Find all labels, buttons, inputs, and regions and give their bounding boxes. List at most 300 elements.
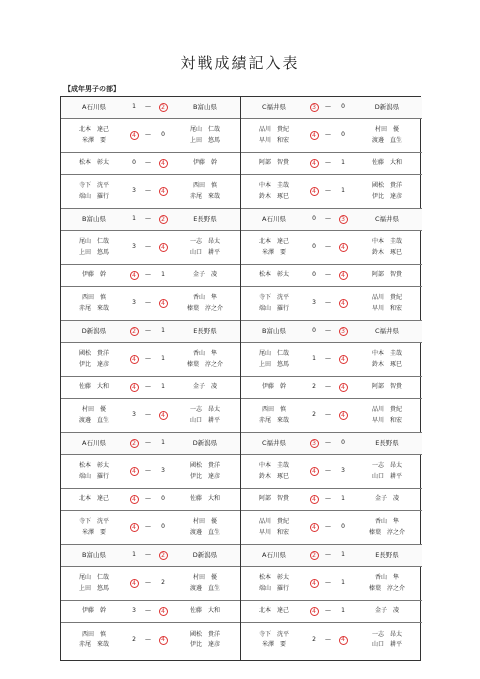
winning-score: 4 [310, 607, 319, 616]
score-value: 1 [341, 551, 345, 559]
away-players [354, 489, 420, 510]
player-name: 伊比 達彦 [189, 641, 220, 648]
team-name: C福井県 [261, 438, 287, 447]
player-name: 金子 凌 [192, 383, 217, 391]
score-value: 1 [312, 355, 316, 363]
winning-score: 4 [159, 636, 168, 645]
sa [307, 601, 321, 622]
winning-score: 2 [159, 103, 168, 112]
team-name: B富山県 [193, 102, 217, 111]
home-players [63, 231, 125, 264]
sb [336, 231, 350, 264]
score-dash: — [325, 383, 331, 391]
score-dash: — [325, 187, 331, 195]
match-row [241, 489, 422, 511]
team-name: D新潟県 [374, 102, 400, 111]
player-name: 早川 和宏 [371, 304, 402, 312]
player-name: 松本 彰太 [258, 574, 289, 582]
player-name: 佐藤 大和 [78, 383, 109, 391]
home-players [63, 377, 125, 398]
score-dash: — [145, 495, 151, 503]
sb [336, 567, 350, 600]
home-players [243, 623, 305, 657]
sb [336, 511, 350, 544]
player-name: 香山 隼 [192, 294, 217, 302]
player-name: 榛葉 淳之介 [368, 584, 405, 592]
player-name: 山口 耕平 [371, 472, 402, 480]
player-name: 榛葉 淳之介 [368, 528, 405, 536]
match-row [61, 343, 240, 377]
home-team [63, 97, 125, 118]
score-value: 3 [132, 299, 136, 307]
sb [156, 231, 170, 264]
score-dash: — [145, 383, 151, 391]
player-name: 國松 貴洋 [189, 630, 220, 638]
player-name: 北本 達己 [78, 126, 109, 134]
sb [156, 601, 170, 622]
player-name: 佐藤 大和 [189, 495, 220, 503]
match-row [241, 153, 422, 175]
sa [127, 231, 141, 264]
player-name: 阿部 智貴 [258, 159, 289, 167]
player-name: 早川 和宏 [258, 136, 289, 144]
sa [307, 489, 321, 510]
results-right-column [241, 97, 422, 660]
winning-score: 4 [159, 159, 168, 168]
score-dash: — [145, 187, 151, 195]
sb [336, 119, 350, 152]
player-name: 國松 貴洋 [189, 462, 220, 470]
score-dash: — [325, 355, 331, 363]
sa [127, 489, 141, 510]
team-name: A石川県 [262, 550, 286, 559]
player-name: 香山 隼 [374, 574, 399, 582]
player-name: 阿部 智貴 [371, 271, 402, 279]
score-dash: — [145, 439, 151, 447]
player-name: 赤尾 來哉 [189, 192, 220, 200]
home-players [63, 567, 125, 600]
sb [156, 265, 170, 286]
sb [336, 287, 350, 320]
sb [156, 321, 170, 342]
sb [156, 545, 170, 566]
sb [336, 321, 350, 342]
sb [156, 97, 170, 118]
winning-score: 4 [310, 495, 319, 504]
score-value: 2 [132, 635, 136, 643]
home-players [63, 455, 125, 488]
player-name: 尾山 仁哉 [258, 350, 289, 358]
away-players [172, 399, 238, 432]
team-name: D新潟県 [81, 326, 107, 335]
player-name: 香山 隼 [192, 350, 217, 358]
winning-score: 4 [159, 243, 168, 252]
sa [307, 153, 321, 174]
score-dash: — [145, 299, 151, 307]
sa [127, 321, 141, 342]
away-players [354, 265, 420, 286]
player-name: 西田 慎 [261, 406, 286, 414]
player-name: 榛葉 淳之介 [186, 304, 223, 312]
player-name: 渡邊 直生 [189, 528, 220, 536]
home-team [243, 433, 305, 454]
score-value: 0 [132, 159, 136, 167]
team-name: D新潟県 [192, 438, 218, 447]
sb [156, 399, 170, 432]
player-name: 佐藤 大和 [371, 159, 402, 167]
player-name: 山口 耕平 [189, 248, 220, 256]
sa [127, 623, 141, 657]
player-name: 村田 優 [192, 518, 217, 526]
player-name: 渡邊 直生 [189, 584, 220, 592]
away-players [172, 455, 238, 488]
sa [127, 377, 141, 398]
away-players [172, 287, 238, 320]
player-name: 村田 優 [374, 126, 399, 134]
home-players [63, 343, 125, 376]
winning-score: 4 [310, 131, 319, 140]
match-row [241, 175, 422, 209]
sa [307, 175, 321, 208]
sa [127, 545, 141, 566]
sa [127, 153, 141, 174]
sb [336, 377, 350, 398]
sb [336, 175, 350, 208]
score-value: 1 [132, 103, 136, 111]
sa [307, 265, 321, 286]
home-players [63, 175, 125, 208]
player-name: 端山 羅行 [258, 584, 289, 592]
score-value: 2 [312, 411, 316, 419]
sa [127, 433, 141, 454]
away-players [354, 511, 420, 544]
sb [156, 567, 170, 600]
player-name: 尾山 仁哉 [189, 126, 220, 134]
winning-score: 4 [310, 467, 319, 476]
sa [307, 119, 321, 152]
match-row [61, 455, 240, 489]
sa [307, 545, 321, 566]
sb [336, 209, 350, 230]
score-value: 2 [312, 635, 316, 643]
match-header-row [241, 97, 422, 119]
away-team [354, 545, 420, 566]
sa [127, 119, 141, 152]
home-players [63, 265, 125, 286]
sa [307, 343, 321, 376]
player-name: 阿部 智貴 [258, 495, 289, 503]
team-name: B富山県 [262, 326, 286, 335]
winning-score: 4 [130, 271, 139, 280]
winning-score: 4 [310, 187, 319, 196]
results-table [60, 96, 421, 661]
away-team [172, 433, 238, 454]
player-name: 伊藤 幹 [81, 607, 106, 615]
winning-score: 4 [310, 523, 319, 532]
sa [307, 623, 321, 657]
player-name: 阿部 智貴 [371, 383, 402, 391]
team-name: C福井県 [374, 326, 400, 335]
sa [307, 455, 321, 488]
sa [307, 231, 321, 264]
score-value: 1 [341, 187, 345, 195]
player-name: 品川 貴紀 [371, 294, 402, 302]
player-name: 伊藤 幹 [192, 159, 217, 167]
sa [127, 287, 141, 320]
away-players [354, 231, 420, 264]
winning-score: 2 [130, 327, 139, 336]
sb [156, 287, 170, 320]
match-row [61, 601, 240, 623]
winning-score: 4 [130, 467, 139, 476]
sa [307, 377, 321, 398]
player-name: 西田 慎 [81, 294, 106, 302]
away-players [172, 377, 238, 398]
sa [127, 97, 141, 118]
sb [336, 455, 350, 488]
match-row [61, 511, 240, 545]
score-value: 0 [312, 215, 316, 223]
match-header-row [241, 321, 422, 343]
match-row [241, 265, 422, 287]
team-name: A石川県 [82, 438, 106, 447]
sa [127, 567, 141, 600]
player-name: 金子 凌 [192, 271, 217, 279]
match-header-row [61, 97, 240, 119]
score-dash: — [325, 607, 331, 615]
home-players [243, 399, 305, 432]
score-value: 0 [341, 103, 345, 111]
away-players [354, 287, 420, 320]
score-dash: — [325, 495, 331, 503]
player-name: 松本 彰太 [258, 271, 289, 279]
player-name: 尾山 仁哉 [78, 574, 109, 582]
sa [127, 343, 141, 376]
winning-score: 2 [130, 439, 139, 448]
sa [307, 287, 321, 320]
match-header-row [241, 433, 422, 455]
sb [156, 153, 170, 174]
sa [307, 511, 321, 544]
score-value: 3 [132, 243, 136, 251]
match-row [61, 231, 240, 265]
home-players [243, 377, 305, 398]
home-team [243, 321, 305, 342]
player-name: 端山 羅行 [258, 304, 289, 312]
score-value: 2 [312, 383, 316, 391]
score-dash: — [325, 299, 331, 307]
away-players [354, 153, 420, 174]
match-row [61, 623, 240, 657]
home-players [63, 119, 125, 152]
player-name: 渡邊 直生 [371, 136, 402, 144]
sb [336, 489, 350, 510]
score-value: 0 [341, 439, 345, 447]
sb [336, 97, 350, 118]
winning-score: 3 [310, 103, 319, 112]
sb [336, 433, 350, 454]
team-name: A石川県 [82, 102, 106, 111]
player-name: 端山 羅行 [78, 472, 109, 480]
player-name: 渡邊 直生 [78, 416, 109, 424]
away-team [172, 321, 238, 342]
score-value: 1 [341, 495, 345, 503]
player-name: 中本 圭哉 [258, 182, 289, 190]
home-team [243, 545, 305, 566]
score-value: 1 [161, 271, 165, 279]
winning-score: 4 [339, 299, 348, 308]
score-dash: — [325, 523, 331, 531]
score-dash: — [145, 607, 151, 615]
match-row [61, 399, 240, 433]
winning-score: 4 [130, 579, 139, 588]
sb [156, 377, 170, 398]
away-players [354, 623, 420, 657]
results-left-column [61, 97, 241, 660]
winning-score: 3 [310, 439, 319, 448]
player-name: 國松 貴洋 [78, 350, 109, 358]
winning-score: 4 [130, 383, 139, 392]
away-players [172, 119, 238, 152]
away-players [172, 601, 238, 622]
sa [127, 175, 141, 208]
player-name: 中本 圭哉 [371, 350, 402, 358]
score-dash: — [145, 159, 151, 167]
section-label: 【成年男子の部】 [64, 85, 120, 93]
player-name: 香山 隼 [374, 518, 399, 526]
player-name: 上田 悠馬 [78, 248, 109, 256]
player-name: 米澤 要 [81, 136, 106, 144]
match-row [61, 175, 240, 209]
score-dash: — [145, 579, 151, 587]
player-name: 伊藤 幹 [261, 383, 286, 391]
sb [336, 153, 350, 174]
away-players [172, 175, 238, 208]
home-team [63, 321, 125, 342]
score-dash: — [325, 271, 331, 279]
sb [156, 455, 170, 488]
player-name: 山口 耕平 [189, 416, 220, 424]
score-dash: — [325, 103, 331, 111]
winning-score: 4 [130, 523, 139, 532]
away-players [354, 119, 420, 152]
home-players [243, 511, 305, 544]
player-name: 鈴木 琢巳 [371, 360, 402, 368]
match-row [241, 399, 422, 433]
score-value: 1 [341, 159, 345, 167]
away-team [354, 97, 420, 118]
sb [156, 175, 170, 208]
match-row [61, 287, 240, 321]
score-dash: — [145, 271, 151, 279]
player-name: 榛葉 淳之介 [186, 360, 223, 368]
winning-score: 4 [159, 299, 168, 308]
winning-score: 2 [310, 551, 319, 560]
home-players [63, 511, 125, 544]
team-name: E長野県 [193, 214, 217, 223]
home-players [63, 601, 125, 622]
score-dash: — [325, 131, 331, 139]
sb [336, 265, 350, 286]
match-row [61, 567, 240, 601]
away-players [172, 153, 238, 174]
page-title: 対戦成績記入表 [180, 54, 300, 72]
score-dash: — [145, 411, 151, 419]
match-header-row [241, 209, 422, 231]
match-row [241, 567, 422, 601]
player-name: 米澤 要 [261, 641, 286, 648]
player-name: 松本 彰太 [78, 159, 109, 167]
home-team [243, 97, 305, 118]
match-header-row [61, 433, 240, 455]
home-players [243, 119, 305, 152]
score-dash: — [145, 131, 151, 139]
home-team [63, 209, 125, 230]
player-name: 伊比 達彦 [78, 360, 109, 368]
sa [127, 399, 141, 432]
score-dash: — [325, 327, 331, 335]
winning-score: 4 [310, 159, 319, 168]
score-dash: — [325, 551, 331, 559]
sa [127, 455, 141, 488]
winning-score: 4 [130, 355, 139, 364]
away-players [354, 601, 420, 622]
sa [127, 265, 141, 286]
match-row [241, 623, 422, 657]
player-name: 金子 凌 [374, 607, 399, 615]
winning-score: 4 [130, 495, 139, 504]
sb [336, 601, 350, 622]
match-row [241, 119, 422, 153]
player-name: 山口 耕平 [371, 641, 402, 648]
score-value: 0 [312, 327, 316, 335]
home-players [243, 231, 305, 264]
home-players [243, 455, 305, 488]
away-players [172, 511, 238, 544]
player-name: 寺下 洸平 [78, 518, 109, 526]
score-dash: — [145, 215, 151, 223]
score-dash: — [325, 635, 331, 643]
score-value: 3 [341, 467, 345, 475]
player-name: 中本 圭哉 [371, 238, 402, 246]
match-row [241, 377, 422, 399]
sb [156, 511, 170, 544]
player-name: 一志 昂太 [189, 406, 220, 414]
home-players [243, 287, 305, 320]
player-name: 尾山 仁哉 [78, 238, 109, 246]
away-players [172, 623, 238, 657]
winning-score: 2 [159, 551, 168, 560]
score-dash: — [325, 579, 331, 587]
score-value: 0 [312, 271, 316, 279]
winning-score: 4 [159, 187, 168, 196]
score-value: 1 [341, 607, 345, 615]
score-dash: — [325, 439, 331, 447]
home-players [63, 287, 125, 320]
home-players [243, 343, 305, 376]
score-dash: — [325, 411, 331, 419]
score-dash: — [325, 215, 331, 223]
player-name: 上田 悠馬 [78, 584, 109, 592]
home-team [63, 545, 125, 566]
winning-score: 4 [130, 131, 139, 140]
match-row [241, 231, 422, 265]
score-value: 0 [341, 523, 345, 531]
sa [307, 399, 321, 432]
score-value: 0 [161, 495, 165, 503]
player-name: 伊藤 幹 [81, 271, 106, 279]
match-row [241, 287, 422, 321]
